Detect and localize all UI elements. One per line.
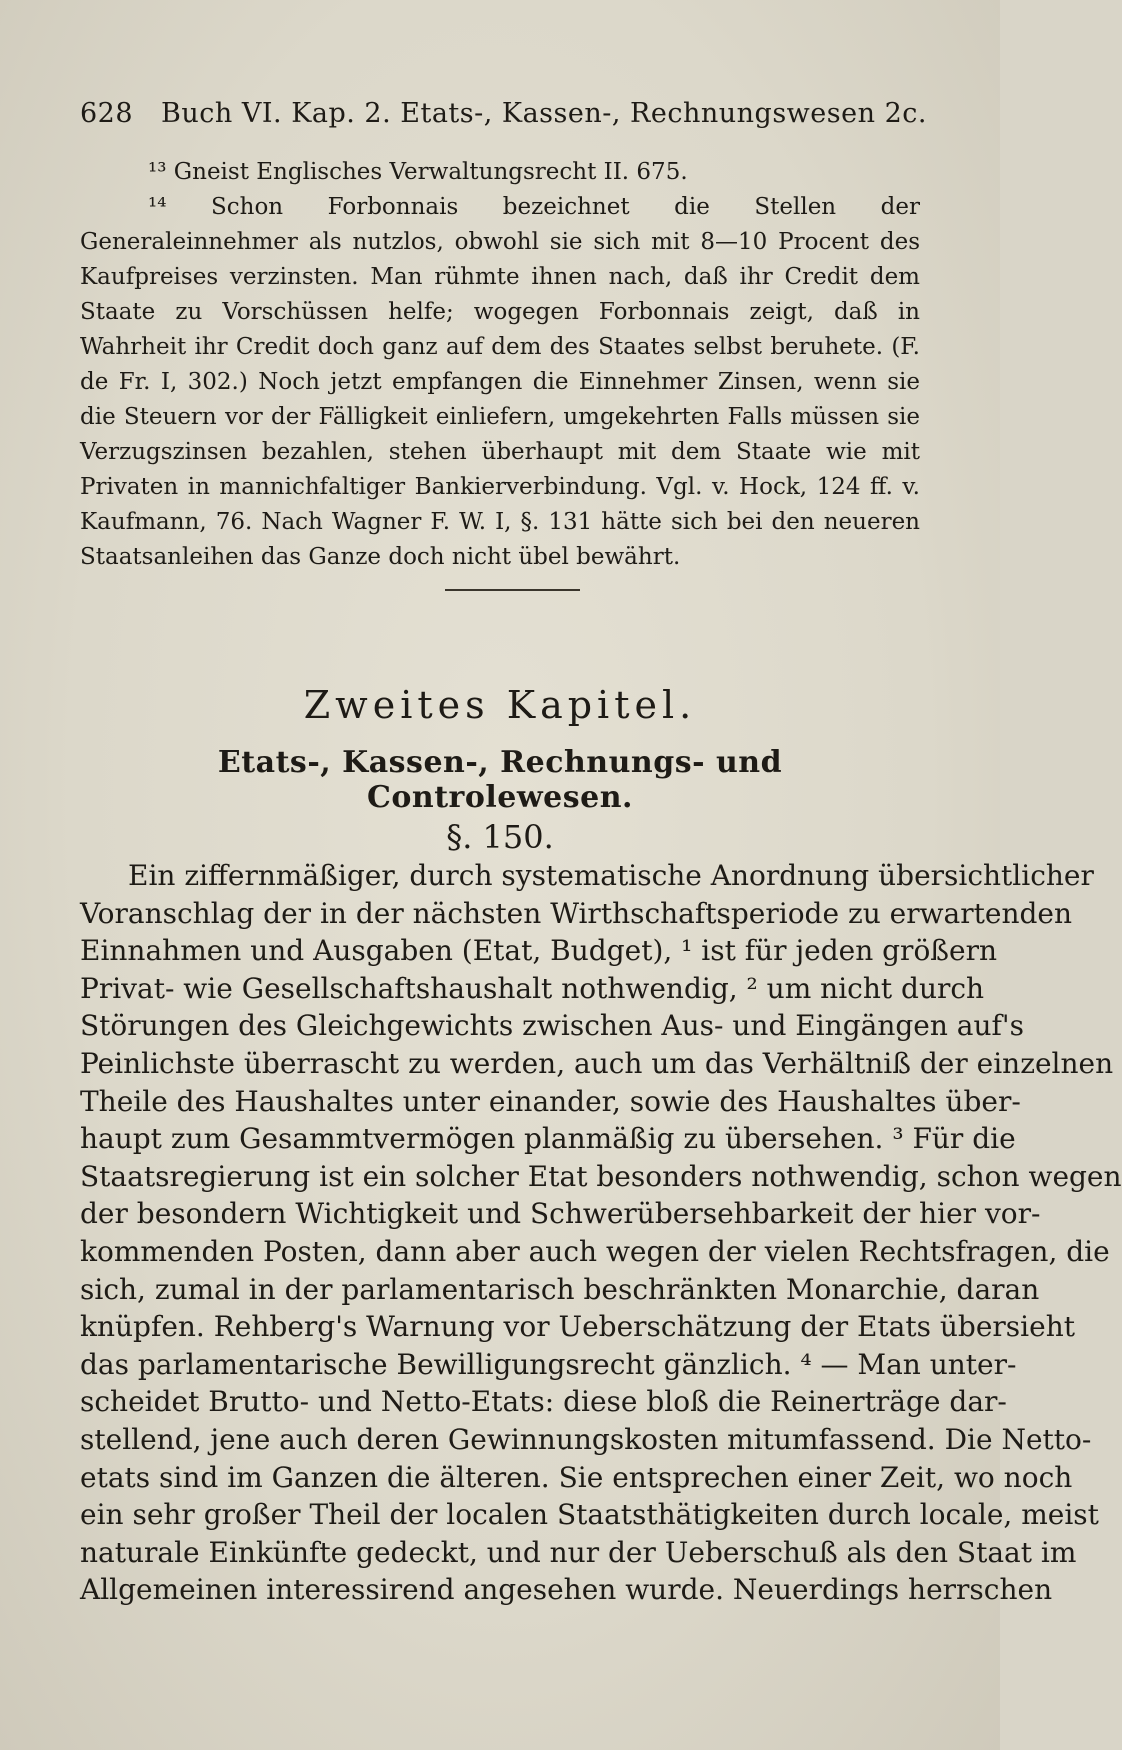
footnotes bbox=[80, 155, 920, 575]
text-line: sich, zumal in der parlamentarisch beschränkten Monarchie, daran bbox=[80, 1272, 1040, 1306]
text-line: kommenden Posten, dann aber auch wegen der vielen Rechtsfragen, die bbox=[80, 1234, 1110, 1268]
section-divider bbox=[445, 589, 580, 591]
text-line: der besondern Wichtigkeit und Schwerübersehbarkeit der hier vor- bbox=[80, 1197, 1041, 1231]
chapter-title: Zweites Kapitel. bbox=[303, 683, 697, 727]
section-heading: §. 150. bbox=[446, 818, 554, 856]
text-line: Allgemeinen interessirend angesehen wurde. Neuerdings herrschen bbox=[80, 1573, 1053, 1607]
running-title: Buch VI. Kap. 2. Etats-, Kassen-, Rechnungswesen 2c. bbox=[161, 98, 927, 129]
text-line: Privat- wie Gesellschaftshaushalt nothwendig, ² um nicht durch bbox=[80, 971, 985, 1005]
text-line: haupt zum Gesammtvermögen planmäßig zu übersehen. ³ Für die bbox=[80, 1122, 1016, 1156]
text-line: naturale Einkünfte gedeckt, und nur der Ueberschuß als den Staat im bbox=[80, 1535, 1077, 1569]
text-line: Peinlichste überrascht zu werden, auch um das Verhältniß der einzelnen bbox=[80, 1046, 1114, 1080]
page-header bbox=[80, 98, 927, 129]
text-line: das parlamentarische Bewilligungsrecht gänzlich. ⁴ — Man unter- bbox=[80, 1347, 1017, 1381]
footnote-13: ¹³ Gneist Englisches Verwaltungsrecht II. 675. bbox=[148, 159, 688, 185]
chapter-subtitle: Etats-, Kassen-, Rechnungs- und Controlewesen. bbox=[217, 745, 783, 815]
footnote-14: ¹⁴ Schon Forbonnais bezeichnet die Stellen der Generaleinnehmer als nutzlos, obwohl sie sich mit 8—10 Procent des Kaufpreises verzinsten. Man rühmte ihnen nach, daß ihr Credit dem Staate zu Vorschüssen helfe; wogegen Forbonnais zeigt, daß in Wahrheit ihr Credit doch ganz auf dem des Staates selbst beruhete. (F. de Fr. I, 302.) Noch jetzt empfangen die Einnehmer Zinsen, wenn sie die Steuern vor der Fälligkeit einliefern, umgekehrten Falls müssen sie Verzugszinsen bezahlen, stehen überhaupt mit dem Staate wie mit Privaten in mannichfaltiger Bankierverbindung. Vgl. v. Hock, 124 ff. v. Kaufmann, 76. Nach Wagner F. W. I, §. 131 hätte sich bei den neueren Staatsanleihen das Ganze doch nicht übel bewährt. bbox=[80, 194, 920, 570]
text-line: Voranschlag der in der nächsten Wirthschaftsperiode zu erwartenden bbox=[80, 896, 1073, 930]
text-line: stellend, jene auch deren Gewinnungskosten mitumfassend. Die Netto- bbox=[80, 1422, 1092, 1456]
text-line: scheidet Brutto- und Netto-Etats: diese bloß die Reinerträge dar- bbox=[80, 1385, 1007, 1419]
text-line: Ein ziffernmäßiger, durch systematische Anordnung übersichtlicher bbox=[128, 859, 1094, 892]
text-line: Staatsregierung ist ein solcher Etat besonders nothwendig, schon wegen bbox=[80, 1159, 1122, 1193]
page-number: 628 bbox=[80, 98, 134, 129]
text-line: knüpfen. Rehberg's Warnung vor Ueberschätzung der Etats übersieht bbox=[80, 1310, 1075, 1344]
text-line: ein sehr großer Theil der localen Staatsthätigkeiten durch locale, meist bbox=[80, 1498, 1099, 1532]
text-line: Theile des Haushaltes unter einander, sowie des Haushaltes über- bbox=[80, 1084, 1021, 1118]
text-line: etats sind im Ganzen die älteren. Sie entsprechen einer Zeit, wo noch bbox=[80, 1460, 1073, 1494]
text-line: Einnahmen und Ausgaben (Etat, Budget), ¹ ist für jeden größern bbox=[80, 934, 997, 968]
text-line: Störungen des Gleichgewichts zwischen Aus- und Eingängen auf's bbox=[80, 1009, 1024, 1043]
main-text bbox=[80, 857, 1122, 1609]
